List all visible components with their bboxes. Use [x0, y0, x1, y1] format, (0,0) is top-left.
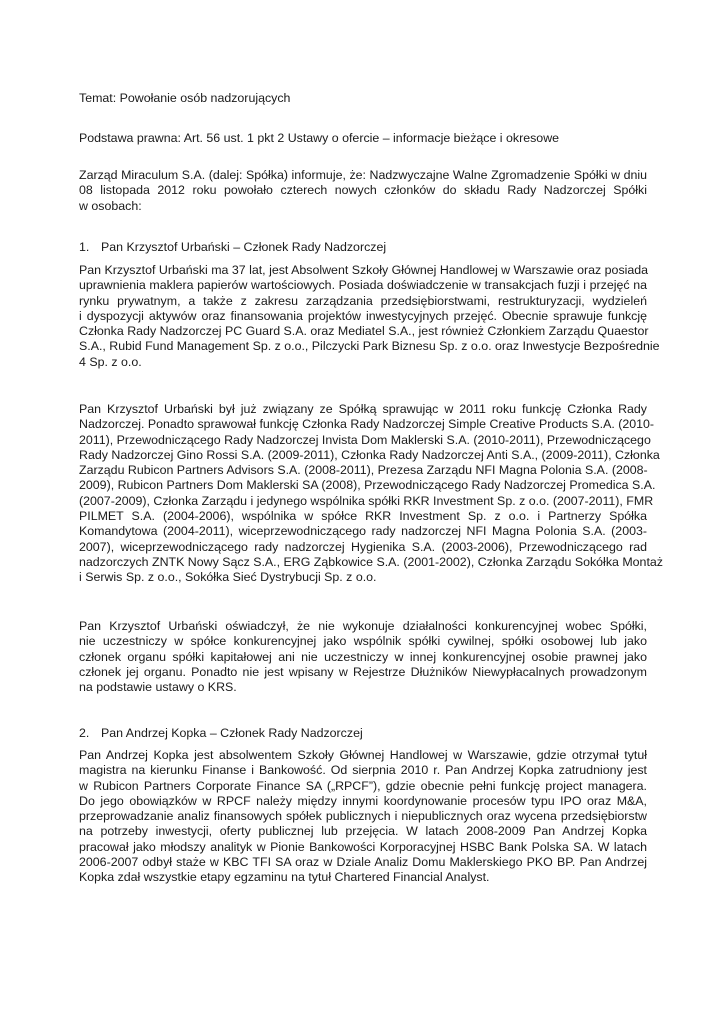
text-line: Kopka zdał wszystkie etapy egzaminu na tytuł Chartered Financial Analyst.	[79, 870, 490, 885]
text-line: Zarządu Rubicon Partners Advisors S.A. (2008-2011), Prezesa Zarządu NFI Magna Polonia S.A. (2008-	[79, 463, 648, 478]
section1-paragraph-2	[79, 402, 663, 586]
topic-line: Temat: Powołanie osób nadzorujących	[79, 91, 291, 105]
text-line: i dyspozycji aktywów oraz finansowania projektów inwestycyjnych przejęć. Obecnie sprawuje funkcję	[79, 308, 647, 323]
text-line: rynku prywatnym, a także z zakresu zarządzania przedsiębiorstwami, restrukturyzacji, wydzieleń	[79, 293, 647, 308]
text-line: S.A., Rubid Fund Management Sp. z o.o., Pilczycki Park Biznesu Sp. z o.o. oraz Inwestycje Bezpośrednie	[79, 339, 660, 354]
text-line: w osobach:	[79, 198, 142, 213]
text-line: Do jego obowiązków w RPCF należy między innymi koordynowanie procesów typu IPO oraz M&A,	[79, 793, 647, 808]
section-number: 1.	[79, 240, 90, 254]
section-number: 2.	[79, 726, 90, 740]
section-title: Pan Krzysztof Urbański – Członek Rady Nadzorczej	[101, 240, 387, 254]
text-line: 2011), Przewodniczącego Rady Nadzorczej Invista Dom Maklerski S.A. (2010-2011), Przewodniczącego	[79, 432, 651, 447]
text-line: magistra na kierunku Finanse i Bankowość. Od sierpnia 2010 r. Pan Andrzej Kopka zatrudniony jest	[79, 763, 647, 778]
section1-paragraph-3	[79, 619, 647, 695]
text-line: 08 listopada 2012 roku powołało czterech nowych członków do składu Rady Nadzorczej Spółki	[79, 183, 647, 198]
text-line: 2009), Rubicon Partners Dom Maklerski SA (2008), Przewodniczącego Rady Nadzorczej Promedica S.A.	[79, 478, 656, 493]
text-line: (2007-2009), Członka Zarządu i jedynego wspólnika spółki RKR Investment Sp. z o.o. (2007-2011), FMR	[79, 493, 654, 508]
section-heading-1	[79, 240, 386, 255]
text-line: na potrzeby inwestycji, oferty publicznej lub przejęcia. W latach 2008-2009 Pan Andrzej Kopka	[79, 824, 647, 839]
text-line: Pan Andrzej Kopka jest absolwentem Szkoły Głównej Handlowej w Warszawie, gdzie otrzymał tytuł	[79, 748, 647, 762]
text-line: pracował jako młodszy analityk w Pionie Bankowości Korporacyjnej HSBC Bank Polska SA. W latach	[79, 839, 647, 854]
text-line: członek organu spółki kapitałowej ani nie uczestniczy w innej konkurencyjnej osobie prawnej jako	[79, 649, 647, 664]
section-heading-2	[79, 726, 363, 741]
text-line: 2007), wiceprzewodniczącego rady nadzorczej Hygienika S.A. (2003-2006), Przewodniczącego rad	[79, 539, 647, 554]
text-line: Pan Krzysztof Urbański był już związany ze Spółką sprawując w 2011 roku funkcję Członka Rady	[79, 402, 647, 416]
text-line: Członka Rady Nadzorczej PC Guard S.A. oraz Mediatel S.A., jest również Członkiem Zarządu Quaestor	[79, 324, 649, 339]
legal-basis-line: Podstawa prawna: Art. 56 ust. 1 pkt 2 Ustawy o ofercie – informacje bieżące i okresowe	[79, 131, 560, 145]
text-line: nie uczestniczy w spółce konkurencyjnej jako wspólnik spółki cywilnej, spółki osobowej lub jako	[79, 634, 647, 649]
text-line: uprawnienia maklera papierów wartościowych. Posiada doświadczenie w transakcjach fuzji i przejęć na	[79, 278, 647, 293]
section-title: Pan Andrzej Kopka – Członek Rady Nadzorczej	[101, 726, 363, 740]
text-line: 2006-2007 odbył staże w KBC TFI SA oraz w Dziale Analiz Domu Maklerskiego PKO BP. Pan Andrzej	[79, 855, 647, 870]
text-line: nadzorczych ZNTK Nowy Sącz S.A., ERG Ząbkowice S.A. (2001-2002), Członka Zarządu Sokółka Montaż	[79, 554, 663, 569]
text-line: na podstawie ustawy o KRS.	[79, 680, 237, 695]
text-line: Pan Krzysztof Urbański ma 37 lat, jest Absolwent Szkoły Głównej Handlowej w Warszawie oraz posiada	[79, 263, 649, 277]
text-line: Komandytowa (2004-2011), wiceprzewodniczącego rady nadzorczej NFI Magna Polonia S.A. (2003-	[79, 524, 647, 539]
intro-paragraph	[79, 168, 647, 214]
section2-paragraph-1	[79, 748, 647, 886]
text-line: w Rubicon Partners Corporate Finance SA („RPCF”), gdzie obecnie pełni funkcję project managera.	[79, 778, 647, 793]
text-line: i Serwis Sp. z o.o., Sokółka Sieć Dystrybucji Sp. z o.o.	[79, 570, 377, 585]
text-line: członek jej organu. Ponadto nie jest wpisany w Rejestrze Dłużników Niewypłacalnych prowadzonym	[79, 664, 647, 679]
text-line: 4 Sp. z o.o.	[79, 354, 142, 369]
section1-paragraph-1	[79, 263, 660, 370]
text-line: Pan Krzysztof Urbański oświadczył, że nie wykonuje działalności konkurencyjnej wobec Spółki,	[79, 619, 647, 633]
text-line: Nadzorczej. Ponadto sprawował funkcję Członka Rady Nadzorczej Simple Creative Products S.A. (2010-	[79, 417, 655, 432]
text-line: Zarząd Miraculum S.A. (dalej: Spółka) informuje, że: Nadzwyczajne Walne Zgromadzenie Spółki w dniu	[79, 168, 647, 182]
text-line: PILMET S.A. (2004-2006), wspólnika w spółce RKR Investment Sp. z o.o. i Partnerzy Spółka	[79, 509, 647, 524]
text-line: przeprowadzanie analiz finansowych spółek publicznych i niepublicznych oraz wycena przedsiębiorstw	[79, 809, 647, 824]
text-line: Rady Nadzorczej Gino Rossi S.A. (2009-2011), Członka Rady Nadzorczej Anti S.A., (2009-2011), Członka	[79, 447, 660, 462]
